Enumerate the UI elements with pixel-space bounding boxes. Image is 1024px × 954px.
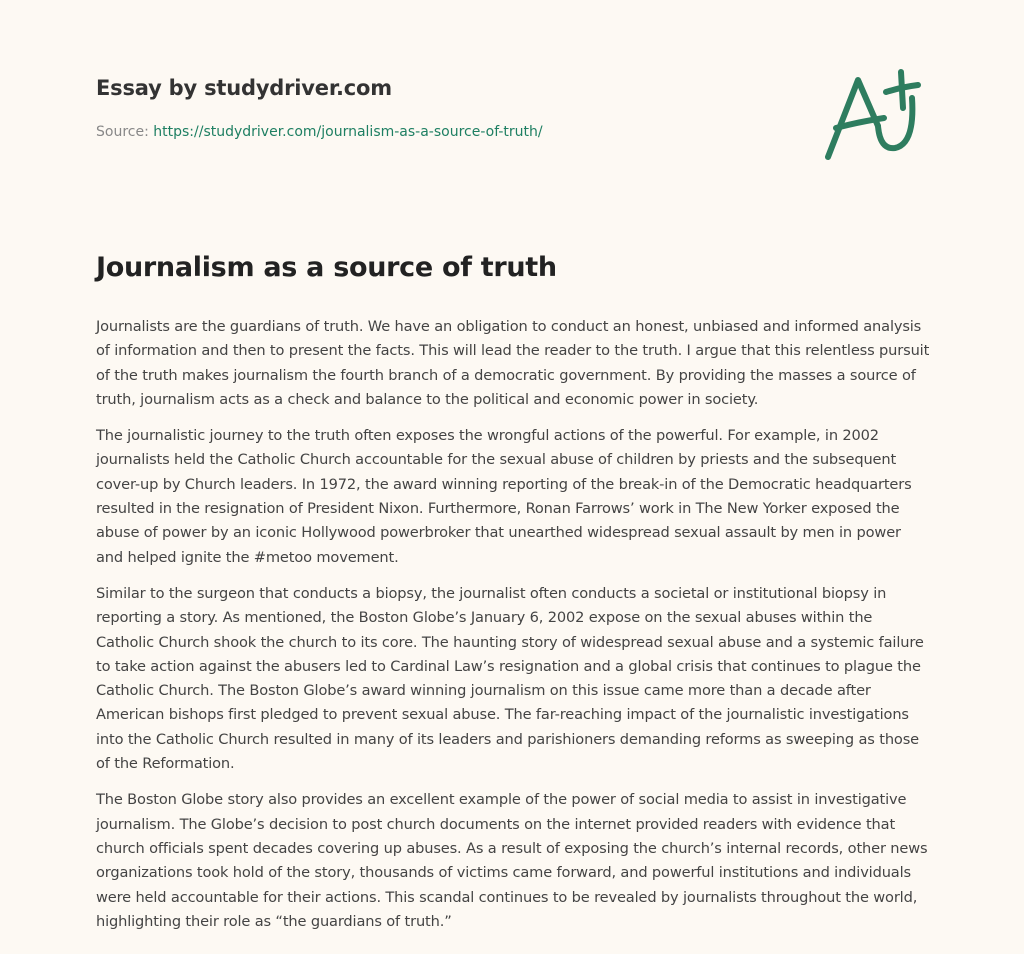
- paragraph: Journalists are the guardians of truth. We have an obligation to conduct an honest, unbiased and informed analysis of information and then to present the facts. This will lead the reader to the truth. I argue that this relentless pursuit of the truth makes journalism the fourth branch of a democratic government. By providing the masses a source of truth, journalism acts as a check and balance to the political and economic power in society.: [96, 318, 930, 408]
- paragraph: Similar to the surgeon that conducts a biopsy, the journalist often conducts a societal or institutional biopsy in reporting a story. As mentioned, the Boston Globe’s January 6, 2002 expose on the sexual abuses within the Catholic Church shook the church to its core. The haunting story of widespread sexual abuse and a systemic failure to take action against the abusers led to Cardinal Law’s resignation and a global crisis that continues to plague the Catholic Church. The Boston Globe’s award winning journalism on this issue came more than a decade after American bishops first pledged to prevent sexual abuse. The far-reaching impact of the journalistic investigations into the Catholic Church resulted in many of its leaders and parishioners demanding reforms as sweeping as those of the Reformation.: [96, 584, 924, 773]
- source-link[interactable]: https://studydriver.com/journalism-as-a-source-of-truth/: [153, 124, 543, 140]
- source-line: [96, 124, 543, 140]
- a-plus-logo-icon: [800, 60, 950, 180]
- source-label: Source:: [96, 124, 154, 140]
- paragraph: The Boston Globe story also provides an excellent example of the power of social media to assist in investigative journalism. The Globe’s decision to post church documents on the internet provided readers with evidence that church officials spent decades covering up abuses. As a result of exposing the church’s internal records, other news organizations took hold of the story, thousands of victims came forward, and powerful institutions and individuals were held accountable for their actions. This scandal continues to be revealed by journalists throughout the world, highlighting their role as “the guardians of truth.”: [96, 791, 928, 930]
- paragraph: The journalistic journey to the truth often exposes the wrongful actions of the powerful. For example, in 2002 journalists held the Catholic Church accountable for the sexual abuse of children by priests and the subsequent cover-up by Church leaders. In 1972, the award winning reporting of the break-in of the Democratic headquarters resulted in the resignation of President Nixon. Furthermore, Ronan Farrows’ work in The New Yorker exposed the abuse of power by an iconic Hollywood powerbroker that unearthed widespread sexual assault by men in power and helped ignite the #metoo movement.: [96, 427, 912, 566]
- brand-title: Essay by studydriver.com: [96, 76, 392, 100]
- page-title: Journalism as a source of truth: [96, 252, 557, 283]
- article-body: [96, 315, 931, 946]
